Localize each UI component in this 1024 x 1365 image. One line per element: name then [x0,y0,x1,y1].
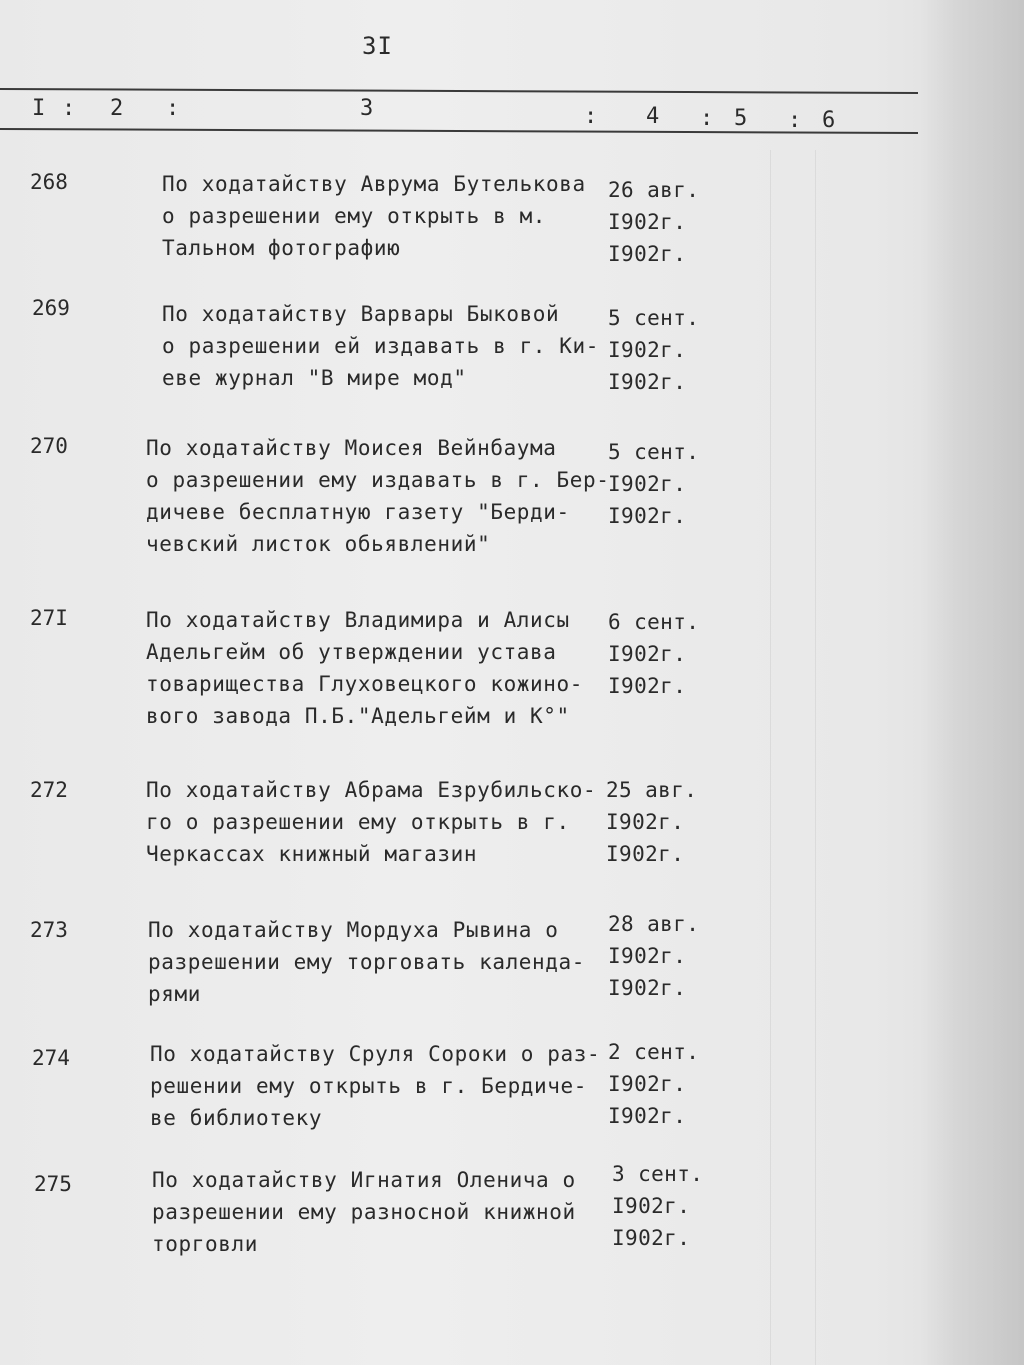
column-header: 3 [360,96,374,121]
entry-number: 269 [32,296,70,320]
entry-description [146,774,606,870]
column-separator: : [62,96,76,121]
entry-description [150,1038,610,1134]
column-separator: : [788,108,802,133]
entry-text-line: о разрешении ей издавать в г. Ки- [162,334,600,358]
entry-dates [608,302,718,398]
column-header: 4 [646,104,660,129]
header-bottom-rule [0,128,918,134]
entry-text-line: ве библиотеку [150,1106,323,1130]
entry-date-line: I902г. [612,1194,691,1218]
ghost-column-line [815,150,816,1365]
entry-date-line: I902г. [608,338,687,362]
entry-date-line: I902г. [606,842,685,866]
entry-date-line: 25 авг. [606,778,698,802]
entry-number: 272 [30,778,68,802]
page-number: 3I [362,32,393,60]
entry-number: 27I [30,606,68,630]
entry-text-line: го о разрешении ему открыть в г. [146,810,570,834]
column-separator: : [584,104,598,129]
entry-date-line: 26 авг. [608,178,700,202]
entry-text-line: рями [148,982,201,1006]
entry-date-line: I902г. [608,370,687,394]
entry-number: 270 [30,434,68,458]
page-edge-shadow [919,0,1024,1365]
column-header: I [32,96,46,121]
entry-date-line: I902г. [608,1072,687,1096]
entry-date-line: 6 сент. [608,610,700,634]
column-header: 5 [734,106,748,131]
entry-text-line: решении ему открыть в г. Бердиче- [150,1074,588,1098]
entry-date-line: I902г. [608,1104,687,1128]
entry-date-line: I902г. [608,210,687,234]
entry-text-line: о разрешении ему издавать в г. Бер- [146,468,610,492]
entry-text-line: дичеве бесплатную газету "Берди- [146,500,570,524]
entry-description [146,432,610,560]
entry-text-line: Тальном фотографию [162,236,401,260]
entry-text-line: разрешении ему торговать календа- [148,950,586,974]
entry-dates [608,174,718,270]
entry-dates [608,1036,718,1132]
entry-text-line: По ходатайству Сруля Сороки о раз- [150,1042,601,1066]
entry-text-line: По ходатайству Аврума Бутелькова [162,172,586,196]
entry-date-line: 28 авг. [608,912,700,936]
entry-date-line: I902г. [608,944,687,968]
entry-number: 274 [32,1046,70,1070]
entry-text-line: По ходатайству Игнатия Оленича о [152,1168,576,1192]
entry-date-line: I902г. [608,642,687,666]
entry-date-line: I902г. [608,504,687,528]
entry-number: 273 [30,918,68,942]
entry-date-line: I902г. [612,1226,691,1250]
entry-text-line: По ходатайству Варвары Быковой [162,302,560,326]
entry-date-line: 5 сент. [608,440,700,464]
entry-text-line: разрешении ему разносной книжной [152,1200,576,1224]
column-separator: : [700,106,714,131]
entry-text-line: По ходатайству Моисея Вейнбаума [146,436,557,460]
entry-date-line: 5 сент. [608,306,700,330]
entry-text-line: Черкассах книжный магазин [146,842,478,866]
entry-date-line: 3 сент. [612,1162,704,1186]
entry-text-line: По ходатайству Владимира и Алисы [146,608,570,632]
entry-text-line: По ходатайству Абрама Езрубильско- [146,778,597,802]
entry-date-line: I902г. [608,472,687,496]
entry-text-line: вого завода П.Б."Адельгейм и К°" [146,704,570,728]
entry-dates [608,436,718,532]
entry-date-line: I902г. [608,976,687,1000]
entry-description [162,168,622,264]
entry-text-line: чевский листок обьявлений" [146,532,491,556]
entry-text-line: торговли [152,1232,258,1256]
entry-text-line: еве журнал "В мире мод" [162,366,467,390]
entry-text-line: По ходатайству Мордуха Рывина о [148,918,559,942]
entry-description [148,914,608,1010]
entry-description [152,1164,612,1260]
ghost-column-line [770,150,771,1365]
entry-dates [608,908,718,1004]
entry-date-line: I902г. [608,242,687,266]
column-header: 2 [110,96,124,121]
entry-number: 275 [34,1172,72,1196]
entry-description [162,298,622,394]
entry-dates [612,1158,722,1254]
entry-date-line: I902г. [606,810,685,834]
entry-description [146,604,606,732]
entry-text-line: Адельгейм об утверждении устава [146,640,557,664]
column-header: 6 [822,108,836,133]
entry-date-line: I902г. [608,674,687,698]
entry-date-line: 2 сент. [608,1040,700,1064]
entry-dates [608,606,718,702]
entry-dates [606,774,716,870]
entry-text-line: товарищества Глуховецкого кожино- [146,672,584,696]
column-separator: : [166,96,180,121]
header-top-rule [0,88,918,94]
entry-number: 268 [30,170,68,194]
entry-text-line: о разрешении ему открыть в м. [162,204,547,228]
